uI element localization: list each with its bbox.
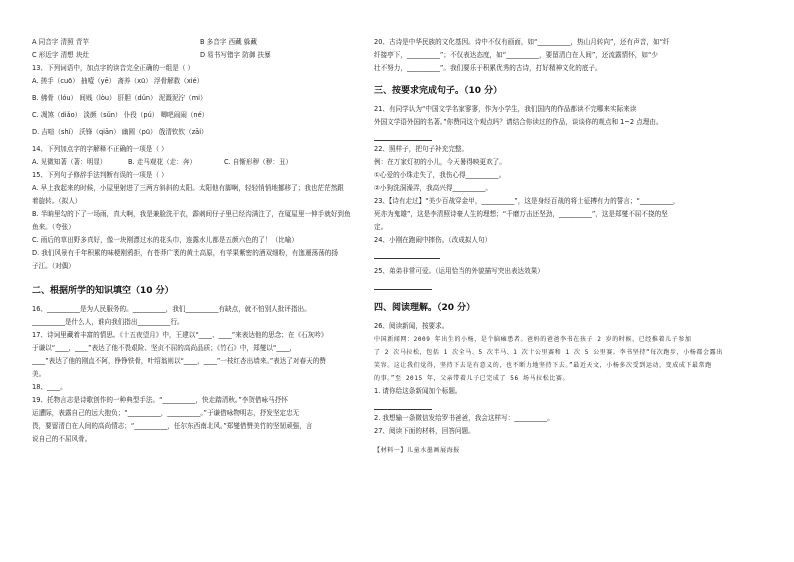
right-column — [374, 38, 768, 455]
q15-line: 子江。（对偶） — [32, 262, 75, 270]
q19-line: 说自己的不屈风骨。 — [32, 435, 92, 443]
q24-answer-line[interactable] — [374, 249, 440, 259]
q14-option-a: A. 见微知著（著：明显） — [32, 158, 107, 166]
q13-option-a: A. 搓手（cuō） 抽噎（yē） 斋养（xū） 浮骨解救（xié） — [32, 77, 204, 85]
q16-line: __________是什么人，谁向我们指出__________行。 — [32, 318, 184, 326]
q19-line: 19、托物言志是诗歌创作的一种典型手法。“__________，快走踏清秋。”李贺借咏马抒怀 — [32, 396, 288, 404]
q15-line: A. 早上我起来的时候，小屋里射进了三两方斜斜的太阳。太阳他有脚啊，轻轻悄悄地挪移了；我也茫茫然跟 — [32, 184, 344, 192]
q17-line: 于谦以“____，____”表达了他不畏艰险、坚贞不屈的高尚品质；《竹石》中，郑燮以“____， — [32, 344, 297, 352]
q14-stem: 14、下列加点字的字解释不正确的一项是（ ） — [32, 145, 168, 153]
q13-stem: 13、下列词语中，加点字的读音完全正确的一组是（ ） — [32, 64, 195, 72]
news-line: 笑容。这让我们觉得，坚持下去是有意义的，也不断力地坚持下去。”最近天文，小杨多次受到运动，变成成下最常跑 — [374, 362, 712, 369]
q23-line: 死亦为鬼雄”，这是李清照诗豪人生的理想；“千磨万击还坚劲，__________”，这是郑燮不屈不挠的坚 — [374, 210, 668, 218]
q22-item: ①心爱的小珠走失了，我伤心得__________。 — [374, 171, 506, 179]
news-line: 的事。”至 2015 年，父亲带着儿子已完成了 56 场马拉松比赛。 — [374, 375, 570, 382]
q13-option-b: B. 佛骨（lóu） 间贱（lòu） 肝胆（dǔn） 泥溉泥泞（mi） — [32, 94, 207, 102]
q15-stem: 15、下列句子修辞手法判断有误的一项是（ ） — [32, 171, 168, 179]
news-line: 中国新闻网：2009 年出生的小杨，是个脑瘫患者。爸妈的爸爸李书在孩子 2 岁的时候，已经推着儿子参加 — [374, 336, 692, 343]
q17-line: 17、诗词里藏着丰富的情思。《十五夜望月》中，王建以“____、____”来表达他的思念；在《石灰吟》 — [32, 331, 328, 339]
q14-options-row — [32, 158, 382, 167]
q15-line: 鱼来。（夸张） — [32, 223, 75, 231]
q16-line: 16、__________是为人民服务的。__________，我们__________有缺点，就不怕别人批评指出。 — [32, 305, 311, 313]
section-4-heading: 四、阅读理解。（20 分） — [374, 303, 476, 313]
q17-line: 美。 — [32, 370, 46, 378]
q22-example: 例：在万家灯初的小儿，今天暑得映更欢了。 — [374, 158, 506, 166]
q26-1-answer-line[interactable] — [374, 400, 432, 410]
q13-option-c: C. 凋煞（diǎo） 淡颜（sǔn） 仆役（pú） 唧吧闹闹（né） — [32, 111, 209, 119]
q13-option-d: D. 吉喧（shí） 沃锋（qiān） 幽圆（pū） 戗清钦钦（zāi） — [32, 128, 208, 136]
q25-answer-line[interactable] — [374, 280, 432, 290]
section-3-heading: 三、按要求完成句子。（10 分） — [374, 86, 503, 96]
q26-1-question: 1. 请你给这条新闻加个标题。 — [374, 387, 462, 395]
q27-question: 27、阅读下面的材料，回答问题。 — [374, 427, 475, 435]
q26-title: 26、阅读新闻，按要求。 — [374, 322, 449, 330]
q12-options-row-2 — [32, 51, 382, 60]
q18-line: 18、____。 — [32, 383, 67, 391]
q12-option-b: B 多音字 西藏 躲藏 — [200, 38, 257, 46]
q14-option-c: C. 自惭形秽（秽：丑） — [224, 158, 293, 166]
material-title: 【材料一】儿童水墨画展海报 — [374, 447, 460, 454]
q19-line: 运遭际，表露自己的远大抱负；“__________，__________。”于谦借咏物明志，抒发坚定忠无 — [32, 409, 300, 417]
q12-option-d: D 易书写错字 防御 扶暴 — [200, 51, 271, 59]
q23-line: 23、【诗有走过】“美少百战穿金甲，__________”，这是身经百战的将士征搏有力的誓言；“__________， — [374, 197, 680, 205]
q14-option-b: B. 走马观花（走：奔） — [128, 158, 197, 166]
left-column — [32, 38, 382, 444]
q21-answer-line[interactable] — [374, 131, 432, 141]
q12-option-c: C 形近字 清想 块灶 — [32, 51, 90, 59]
news-line: 了 2 次马拉松，包括 1 次全马、5 次半马、1 次十公里赛和 1 次 5 公里赛。李书坚持“每次跑步，小杨都会露出 — [374, 349, 723, 356]
material-block — [374, 446, 768, 455]
q12-options-row-1 — [32, 38, 382, 47]
section-2-heading: 二、根据所学的知识填空（10 分） — [32, 286, 174, 296]
q17-line: ____”表达了他的刚直不阿，铮铮铁骨，叶绍翁则以“____，____”一枝红杏出墙来。”表达了对春天的赞 — [32, 357, 326, 365]
q15-line: 着旋转。（拟人） — [32, 197, 82, 205]
q24-line: 24、小刚在跑闹中摔伤。（改成拟人句） — [374, 236, 492, 244]
q12-option-a: A 同音字 清照 青苹 — [32, 38, 89, 46]
q20-line: 纤接亭下，__________”；不仅表达态度，如“__________，要留清白在人间”，还流露情怀，如“少 — [374, 51, 659, 59]
news-passage — [374, 335, 768, 383]
q20-line: 20、古诗是中华民族的文化基因。诗中不仅有画面，如“__________，热山月转向”，还有声音，如“纤 — [374, 38, 670, 46]
q25-line: 25、弟弟非常可爱。（运用恰当的外貌描写突出表达效果） — [374, 267, 544, 275]
q22-item: ②小狗洗洞澡弄，我高兴得__________。 — [374, 184, 493, 192]
q20-line: 壮不努力，__________”。我们要乐于积累优秀的古诗，打好精神文化的底子。 — [374, 64, 602, 72]
q26-2-question: 2. 我想输一条微信发给罗书爸爸，我会这样写：__________。 — [374, 414, 554, 422]
q15-line: D. 我们风景有千年积累的味梗刚鸦拒，有苍莽广袤的黄土高原，有苹果紫密的酒双细粉，有迤逦荡荡的扬 — [32, 249, 338, 257]
q15-line: B. 半晌里勾的下了一场雨，真大啊，我是兼脸洗干衣，霹刺间仔子里已经沟满注了，在厦屋里一伸手就好到鱼 — [32, 210, 351, 218]
q19-line: 畏，要留清白在人间的高尚情志；“__________，任尔东西南北风。”郑燮借赞美竹的坚韧顽强，言 — [32, 422, 313, 430]
q15-line: C. 雨后的草田野多真好，像一块刚漂过水的花头巾，连露水儿都是五颜六色的了！（比喻） — [32, 236, 298, 244]
q21-line: 外国文学语外国的名著。”你赞同这个观点吗？请结合你读过的作品，谈谈你的观点和 1~2 点理由。 — [374, 118, 663, 126]
q23-line: 定。 — [374, 223, 388, 231]
q21-line: 21、有同学认为“中国文学名家寥寥，作为小学生，我们国内的作品都读不完哪来实际来读 — [374, 105, 637, 113]
q22-title: 22、照样子，把句子补充完整。 — [374, 145, 469, 153]
